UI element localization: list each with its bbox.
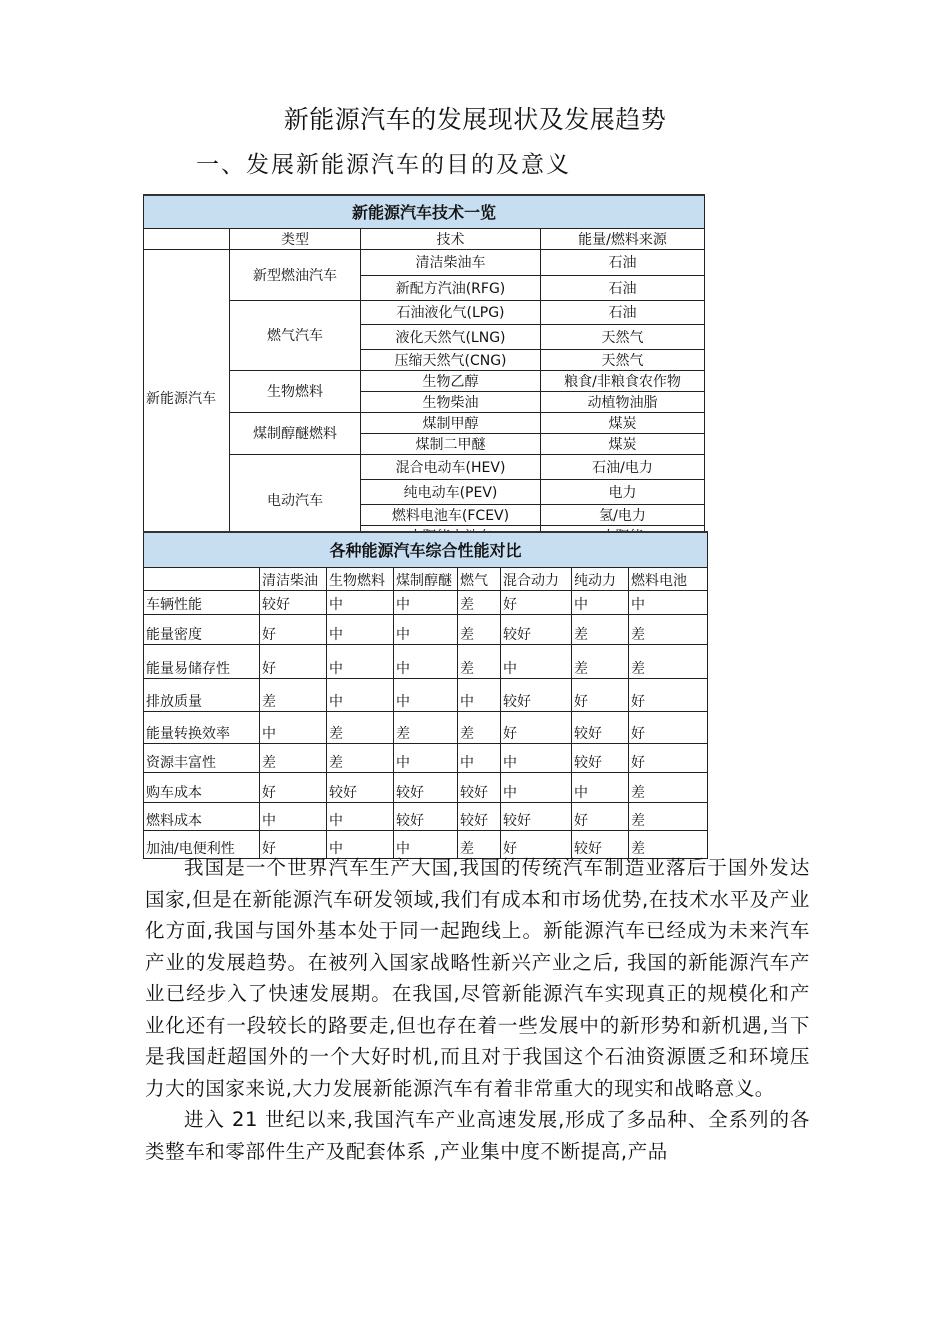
- table2-row-label: 购车成本: [144, 772, 260, 802]
- technology-overview-table: [143, 194, 705, 547]
- table2-header-cell: 生物燃料: [327, 567, 394, 590]
- table1-title: 新能源汽车技术一览: [144, 195, 705, 228]
- table1-energy-source: 石油: [541, 249, 705, 275]
- table1-energy-source: 氢/电力: [541, 504, 705, 525]
- table1-energy-source: 天然气: [541, 324, 705, 349]
- table2-header-cell: [144, 567, 260, 590]
- table2-cell: 差: [260, 678, 327, 711]
- table2-cell: 差: [458, 644, 501, 678]
- table1-energy-source: 电力: [541, 479, 705, 504]
- table2-cell: 好: [260, 644, 327, 678]
- table2-cell: 中: [572, 590, 629, 614]
- table1-header-row: [144, 228, 705, 249]
- table2-cell: 较好: [572, 711, 629, 743]
- table2-header-cell: 纯动力: [572, 567, 629, 590]
- table2-row: [144, 590, 708, 614]
- table1-energy-source: 粮食/非粮食农作物: [541, 370, 705, 391]
- table1-type: 生物燃料: [230, 370, 361, 412]
- table2-cell: 差: [458, 711, 501, 743]
- table2-row: [144, 772, 708, 802]
- table1-technology: 液化天然气(LNG): [361, 324, 541, 349]
- table2-cell: 好: [629, 711, 708, 743]
- table2-cell: 中: [458, 743, 501, 772]
- table1-type: 电动汽车: [230, 454, 361, 546]
- table2-cell: 中: [501, 772, 572, 802]
- table1-energy-source: 动植物油脂: [541, 391, 705, 412]
- table2-cell: 较好: [501, 802, 572, 830]
- table1-technology: 清洁柴油车: [361, 249, 541, 275]
- table2-title: 各种能源汽车综合性能对比: [144, 532, 708, 567]
- table2-cell: 中: [327, 678, 394, 711]
- table1-technology: 混合电动车(HEV): [361, 454, 541, 479]
- table1-energy-source: 煤炭: [541, 412, 705, 433]
- table2-cell: 好: [501, 711, 572, 743]
- table2-cell: 较好: [458, 802, 501, 830]
- table1-technology: 煤制二甲醚: [361, 433, 541, 454]
- table1-energy-source: 天然气: [541, 349, 705, 370]
- table2-cell: 好: [629, 678, 708, 711]
- table2-cell: 差: [629, 644, 708, 678]
- table2-cell: 中: [327, 614, 394, 644]
- table2-cell: 中: [501, 743, 572, 772]
- section-heading: 一、发展新能源汽车的目的及意义: [196, 152, 571, 178]
- table1-energy-source: 石油/电力: [541, 454, 705, 479]
- table2-row: [144, 614, 708, 644]
- table2-row: [144, 644, 708, 678]
- table2-cell: 差: [629, 830, 708, 858]
- table2-header-cell: 煤制醇醚: [394, 567, 458, 590]
- table1-row: [144, 249, 705, 275]
- table1-type: 燃气汽车: [230, 300, 361, 370]
- table1-technology: 纯电动车(PEV): [361, 479, 541, 504]
- table2-cell: 较好: [394, 772, 458, 802]
- table2-cell: 中: [260, 711, 327, 743]
- table2-cell: 中: [327, 644, 394, 678]
- table1-technology: 生物乙醇: [361, 370, 541, 391]
- table2-cell: 较好: [501, 678, 572, 711]
- table2-cell: 差: [458, 830, 501, 858]
- table2-cell: 中: [327, 830, 394, 858]
- table2-title-row: [144, 532, 708, 567]
- table2-row-label: 燃料成本: [144, 802, 260, 830]
- table1-energy-source: 石油: [541, 275, 705, 300]
- table2-row: [144, 802, 708, 830]
- table1-technology: 燃料电池车(FCEV): [361, 504, 541, 525]
- table2-cell: 差: [629, 802, 708, 830]
- table2-cell: 中: [394, 678, 458, 711]
- body-text: [145, 852, 810, 1167]
- table2-row-label: 加油/电便利性: [144, 830, 260, 858]
- table2-cell: 较好: [327, 772, 394, 802]
- table1-technology: 生物柴油: [361, 391, 541, 412]
- table2-row: [144, 711, 708, 743]
- table2-cell: 较好: [572, 830, 629, 858]
- table2-cell: 好: [501, 830, 572, 858]
- table1-technology: 石油液化气(LPG): [361, 300, 541, 324]
- table2-cell: 中: [260, 802, 327, 830]
- table2-row-label: 车辆性能: [144, 590, 260, 614]
- table2-cell: 中: [394, 743, 458, 772]
- table2-header-cell: 燃料电池: [629, 567, 708, 590]
- table2-cell: 中: [327, 590, 394, 614]
- table2-row-label: 能量易储存性: [144, 644, 260, 678]
- table2-cell: 差: [572, 644, 629, 678]
- table2-cell: 中: [394, 614, 458, 644]
- table2-cell: 差: [327, 711, 394, 743]
- table1-technology: 压缩天然气(CNG): [361, 349, 541, 370]
- table2-cell: 差: [458, 590, 501, 614]
- table1-energy-source: 煤炭: [541, 433, 705, 454]
- table1-header-empty: [144, 228, 230, 249]
- table2-cell: 中: [501, 644, 572, 678]
- paragraph-1: 我国是一个世界汽车生产大国,我国的传统汽车制造业落后于国外发达国家,但是在新能源汽车研发领域,我们有成本和市场优势,在技术水平及产业化方面,我国与国外基本处于同一起跑线上。新能源汽车已经成为未来汽车产业的发展趋势。在被列入国家战略性新兴产业之后, 我国的新能源汽车产业已经步入了快速发展期。在我国,尽管新能源汽车实现真正的规模化和产业化还有一段较长的路要走,但也存在着一些发展中的新形势和新机遇,当下是我国赶超国外的一个大好时机,而且对于我国这个石油资源匮乏和环境压力大的国家来说,大力发展新能源汽车有着非常重大的现实和战略意义。: [145, 856, 810, 1100]
- table1-technology: 新配方汽油(RFG): [361, 275, 541, 300]
- table2-row: [144, 678, 708, 711]
- table2-row-label: 能量转换效率: [144, 711, 260, 743]
- table2-cell: 中: [394, 830, 458, 858]
- table2-cell: 较好: [260, 590, 327, 614]
- table2-cell: 好: [629, 743, 708, 772]
- table2-row-label: 排放质量: [144, 678, 260, 711]
- table2-cell: 中: [394, 590, 458, 614]
- table1-type: 煤制醇醚燃料: [230, 412, 361, 454]
- table2-cell: 较好: [572, 743, 629, 772]
- paragraph-2: 进入 21 世纪以来,我国汽车产业高速发展,形成了多品种、全系列的各类整车和零部件生产及配套体系 ,产业集中度不断提高,产品: [145, 1108, 810, 1163]
- table1-category: 新能源汽车: [144, 249, 230, 546]
- table2-header-row: [144, 567, 708, 590]
- table2-cell: 好: [260, 772, 327, 802]
- table2-cell: 差: [327, 743, 394, 772]
- table2-cell: 好: [260, 830, 327, 858]
- table2-cell: 差: [629, 614, 708, 644]
- table2-cell: 差: [572, 614, 629, 644]
- table2-row: [144, 743, 708, 772]
- page-title: 新能源汽车的发展现状及发展趋势: [283, 105, 667, 134]
- table2-row-label: 能量密度: [144, 614, 260, 644]
- table2-cell: 差: [629, 772, 708, 802]
- table1-title-row: [144, 195, 705, 228]
- table2-row-label: 资源丰富性: [144, 743, 260, 772]
- table1-header-cell: 类型: [230, 228, 361, 249]
- table2-cell: 中: [572, 772, 629, 802]
- table2-cell: 较好: [458, 772, 501, 802]
- table2-cell: 中: [394, 644, 458, 678]
- table1-energy-source: 石油: [541, 300, 705, 324]
- table2-cell: 好: [501, 590, 572, 614]
- table1-type: 新型燃油汽车: [230, 249, 361, 300]
- table2-cell: 差: [458, 614, 501, 644]
- table1-technology: 煤制甲醇: [361, 412, 541, 433]
- table2-cell: 好: [572, 678, 629, 711]
- table2-cell: 较好: [501, 614, 572, 644]
- table2-cell: 差: [394, 711, 458, 743]
- table2-cell: 好: [572, 802, 629, 830]
- table2-cell: 中: [458, 678, 501, 711]
- table1-header-cell: 能量/燃料来源: [541, 228, 705, 249]
- table1-header-cell: 技术: [361, 228, 541, 249]
- table2-header-cell: 清洁柴油: [260, 567, 327, 590]
- table2-header-cell: 混合动力: [501, 567, 572, 590]
- table2-cell: 中: [629, 590, 708, 614]
- table2-cell: 较好: [394, 802, 458, 830]
- table2-cell: 差: [260, 743, 327, 772]
- table2-cell: 好: [260, 614, 327, 644]
- performance-comparison-table: [143, 531, 708, 859]
- table2-header-cell: 燃气: [458, 567, 501, 590]
- table2-cell: 中: [327, 802, 394, 830]
